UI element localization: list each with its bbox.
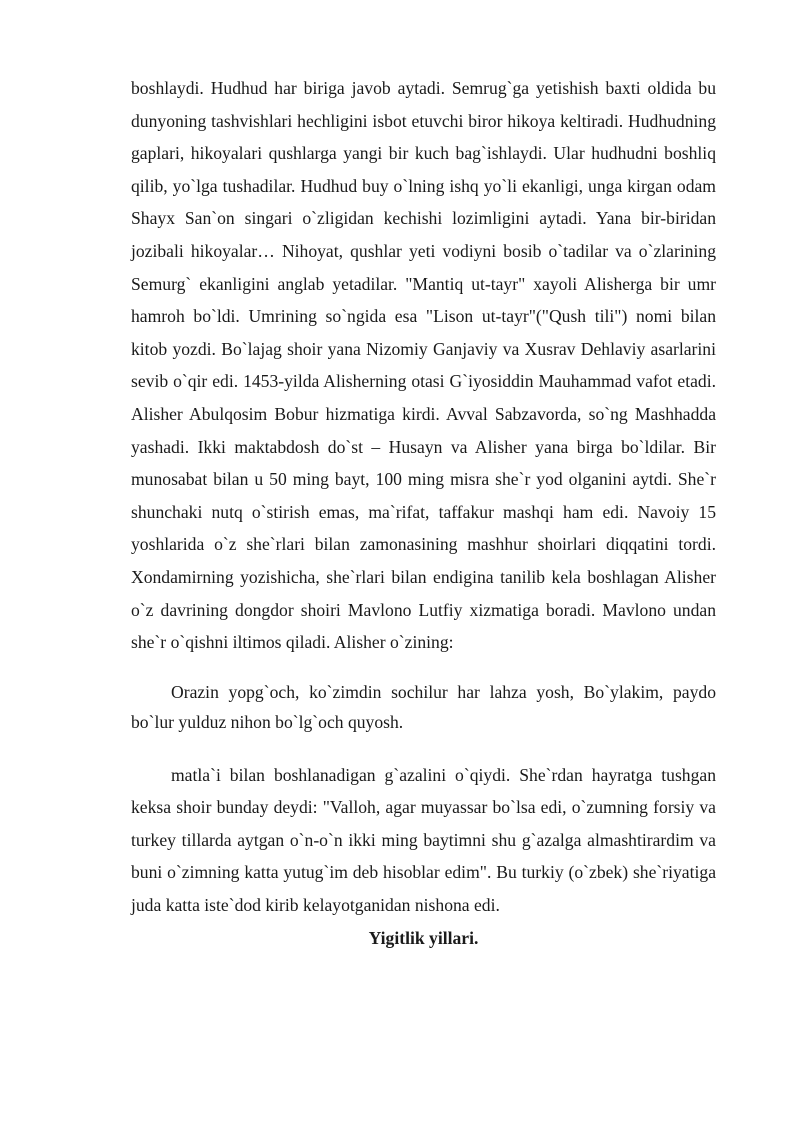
verse-quote: Orazin yopg`och, ko`zimdin sochilur har lahza yosh, Bo`ylakim, paydo bo`lur yulduz nihon bo`lg`och quyosh. bbox=[131, 681, 716, 732]
body-paragraph-continuation: matla`i bilan boshlanadigan g`azalini o`qiydi. She`rdan hayratga tushgan keksa shoir bunday deydi: "Valloh, agar muyassar bo`lsa edi, o`zumning forsiy va turkey tillarda aytgan o`n-o`n ikki ming baytimni shu g`azalga almashtirardim va buni o`zimning katta yutug`im deb hisoblar edim". Bu turkiy (o`zbek) she`riyatiga juda katta iste`dod kirib kelayotganidan nishona edi. bbox=[131, 764, 716, 916]
document-page bbox=[131, 72, 716, 954]
section-heading: Yigitlik yillari. bbox=[368, 927, 479, 948]
body-paragraph: boshlaydi. Hudhud har biriga javob aytadi. Semrug`ga yetishish baxti oldida bu dunyoning tashvishlari hechligini isbot etuvchi biror hikoya keltiradi. Hudhudning gaplari, hikoyalari qushlarga yangi bir kuch bag`ishlaydi. Ular hudhudni boshliq qilib, yo`lga tushadilar. Hudhud buy o`lning ishq yo`li ekanligi, unga kirgan odam Shayx San`on singari o`zligidan kechishi lozimligini aytadi. Yana bir-biridan jozibali hikoyalar… Nihoyat, qushlar yeti vodiyni bosib o`tadilar va o`zlarining Semurg` ekanligini anglab yetadilar. "Mantiq ut-tayr" xayoli Alisherga bir umr hamroh bo`ldi. Umrining so`ngida esa "Lison ut-tayr"("Qush tili") nomi bilan kitob yozdi. Bo`lajag shoir yana Nizomiy Ganjaviy va Xusrav Dehlaviy asarlarini sevib o`qir edi. 1453-yilda Alisherning otasi G`iyosiddin Mauhammad vafot etadi. Alisher Abulqosim Bobur hizmatiga kirdi. Avval Sabzavorda, so`ng Mashhadda yashadi. Ikki maktabdosh do`st – Husayn va Alisher yana birga bo`ldilar. Bir munosabat bilan u 50 ming bayt, 100 ming misra she`r yod olganini aytdi. She`r shunchaki nutq o`stirish emas, ma`rifat, taffakur mashqi ham edi. Navoiy 15 yoshlarida o`z she`rlari bilan zamonasining mashhur shoirlari diqqatini tordi. Xondamirning yozishicha, she`rlari bilan endigina tanilib kela boshlagan Alisher o`z davrining dongdor shoiri Mavlono Lutfiy xizmatiga boradi. Mavlono undan she`r o`qishni iltimos qiladi. Alisher o`zining: bbox=[131, 78, 716, 653]
